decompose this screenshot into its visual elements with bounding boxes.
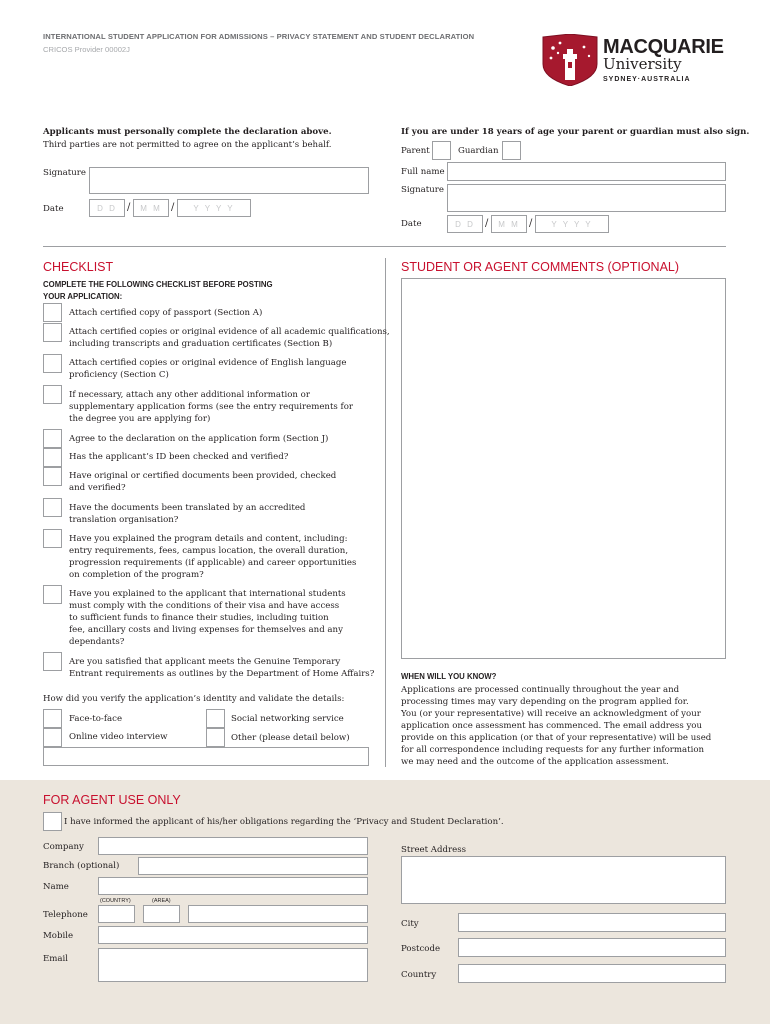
comments-title: STUDENT OR AGENT COMMENTS (OPTIONAL) <box>401 260 680 274</box>
checklist-item-text: Have you explained to the applicant that international students <box>69 589 346 599</box>
guardian-date-year-field[interactable]: Y Y Y Y <box>535 215 609 233</box>
checklist-title: CHECKLIST <box>43 260 114 274</box>
section-divider <box>43 246 726 247</box>
fullname-field[interactable] <box>447 162 726 181</box>
parent-label: Parent <box>401 146 430 156</box>
checklist-item-text: Attach certified copies or original evidence of English language <box>69 358 347 368</box>
university-shield-logo <box>540 34 600 86</box>
date-separator: / <box>485 218 489 229</box>
checklist-item-text: Have original or certified documents been provided, checked <box>69 471 337 481</box>
checklist-checkbox[interactable] <box>43 467 62 486</box>
checklist-item-text: Agree to the declaration on the application form (Section J) <box>69 434 329 444</box>
company-field[interactable] <box>98 837 368 855</box>
when-text: You (or your representative) will receive an acknowledgment of your <box>401 709 701 719</box>
checklist-item-text: translation organisation? <box>69 515 179 525</box>
form-title: INTERNATIONAL STUDENT APPLICATION FOR ADMISSIONS – PRIVACY STATEMENT AND STUDENT DECLARATION <box>43 32 475 41</box>
checklist-checkbox[interactable] <box>43 498 62 517</box>
checklist-item-text: must comply with the conditions of their visa and have access <box>69 601 340 611</box>
checklist-item-text: progression requirements (if applicable) and career opportunities <box>69 558 357 568</box>
checklist-item-text: and verified? <box>69 483 126 493</box>
when-text: processing times may vary depending on the program applied for. <box>401 697 689 707</box>
checklist-item-text: Have you explained the program details and content, including: <box>69 534 348 544</box>
date-label: Date <box>43 204 64 214</box>
checklist-checkbox[interactable] <box>43 448 62 467</box>
checklist-checkbox[interactable] <box>43 323 62 342</box>
mobile-field[interactable] <box>98 926 368 944</box>
checklist-checkbox[interactable] <box>43 529 62 548</box>
verify-option-label: Other (please detail below) <box>231 733 350 743</box>
telephone-country-field[interactable] <box>98 905 135 923</box>
when-text: provide on this application (or that of your representative) will be used <box>401 733 712 743</box>
verify-option-label: Social networking service <box>231 714 344 724</box>
branch-field[interactable] <box>138 857 368 875</box>
country-code-hint: (COUNTRY) <box>100 898 131 904</box>
declaration-heading: Applicants must personally complete the declaration above. <box>43 127 332 137</box>
country-label: Country <box>401 970 437 980</box>
checklist-checkbox[interactable] <box>43 303 62 322</box>
verify-checkbox-face-to-face[interactable] <box>43 709 62 728</box>
street-address-label: Street Address <box>401 845 467 855</box>
postcode-label: Postcode <box>401 944 441 954</box>
comments-textarea[interactable] <box>401 278 726 659</box>
date-day-field[interactable]: D D <box>89 199 125 217</box>
verify-checkbox-video[interactable] <box>43 728 62 747</box>
verify-option-label: Face-to-face <box>69 714 123 724</box>
checklist-checkbox[interactable] <box>43 652 62 671</box>
checklist-checkbox[interactable] <box>43 585 62 604</box>
checklist-item-text: entry requirements, fees, campus location, the overall duration, <box>69 546 349 556</box>
checklist-item-text: dependants? <box>69 637 125 647</box>
email-label: Email <box>43 954 69 964</box>
checklist-item-text: Attach certified copy of passport (Section A) <box>69 308 263 318</box>
guardian-date-month-field[interactable]: M M <box>491 215 527 233</box>
email-field[interactable] <box>98 948 368 982</box>
checklist-item-text: Entrant requirements as outlines by the Department of Home Affairs? <box>69 669 375 679</box>
guardian-signature-field[interactable] <box>447 184 726 212</box>
name-label: Name <box>43 882 69 892</box>
guardian-heading: If you are under 18 years of age your parent or guardian must also sign. <box>401 127 750 137</box>
signature-label: Signature <box>43 168 86 178</box>
guardian-date-day-field[interactable]: D D <box>447 215 483 233</box>
checklist-item-text: Have the documents been translated by an accredited <box>69 503 306 513</box>
logo-location: SYDNEY·AUSTRALIA <box>603 76 691 83</box>
checklist-item-text: supplementary application forms (see the entry requirements for <box>69 402 354 412</box>
date-month-field[interactable]: M M <box>133 199 169 217</box>
agent-title: FOR AGENT USE ONLY <box>43 793 181 807</box>
verify-option-label: Online video interview <box>69 732 168 742</box>
checklist-item-text: on completion of the program? <box>69 570 204 580</box>
when-text: application once assessment has commenced. The email address you <box>401 721 703 731</box>
when-text: we may need and the outcome of the application assessment. <box>401 757 669 767</box>
verify-checkbox-social[interactable] <box>206 709 225 728</box>
checklist-item-text: fee, ancillary costs and living expenses for themselves and any <box>69 625 343 635</box>
guardian-date-label: Date <box>401 219 422 229</box>
checklist-item-text: If necessary, attach any other additional information or <box>69 390 310 400</box>
verify-question: How did you verify the application’s identity and validate the details: <box>43 694 345 704</box>
city-label: City <box>401 919 419 929</box>
fullname-label: Full name <box>401 167 445 177</box>
checklist-checkbox[interactable] <box>43 354 62 373</box>
name-field[interactable] <box>98 877 368 895</box>
verify-other-detail-field[interactable] <box>43 747 369 766</box>
company-label: Company <box>43 842 84 852</box>
telephone-number-field[interactable] <box>188 905 368 923</box>
verify-checkbox-other[interactable] <box>206 728 225 747</box>
declaration-note: Third parties are not permitted to agree on the applicant’s behalf. <box>43 140 332 150</box>
date-separator: / <box>171 202 175 213</box>
checklist-item-text: to sufficient funds to finance their studies, including tuition <box>69 613 329 623</box>
when-heading: WHEN WILL YOU KNOW? <box>401 672 497 681</box>
date-separator: / <box>529 218 533 229</box>
checklist-item-text: including transcripts and graduation certificates (Section B) <box>69 339 333 349</box>
telephone-area-field[interactable] <box>143 905 180 923</box>
checklist-checkbox[interactable] <box>43 385 62 404</box>
city-field[interactable] <box>458 913 726 932</box>
date-year-field[interactable]: Y Y Y Y <box>177 199 251 217</box>
checklist-item-text: the degree you are applying for) <box>69 414 211 424</box>
mobile-label: Mobile <box>43 931 74 941</box>
agent-informed-text: I have informed the applicant of his/her obligations regarding the ‘Privacy and Student Declaration’. <box>64 817 504 827</box>
when-text: Applications are processed continually throughout the year and <box>401 685 680 695</box>
checklist-checkbox[interactable] <box>43 429 62 448</box>
checklist-item-text: proficiency (Section C) <box>69 370 169 380</box>
logo-subtitle: University <box>603 55 682 73</box>
postcode-field[interactable] <box>458 938 726 957</box>
country-field[interactable] <box>458 964 726 983</box>
guardian-signature-label: Signature <box>401 185 444 195</box>
signature-field[interactable] <box>89 167 369 194</box>
when-text: for all correspondence including requests for any further information <box>401 745 705 755</box>
date-separator: / <box>127 202 131 213</box>
checklist-instruction: COMPLETE THE FOLLOWING CHECKLIST BEFORE POSTING <box>43 280 273 289</box>
checklist-instruction: YOUR APPLICATION: <box>43 292 123 301</box>
area-code-hint: (AREA) <box>152 898 171 904</box>
guardian-checkbox[interactable] <box>502 141 521 160</box>
checklist-item-text: Are you satisfied that applicant meets the Genuine Temporary <box>69 657 341 667</box>
cricos-code: CRICOS Provider 00002J <box>43 45 130 54</box>
parent-checkbox[interactable] <box>432 141 451 160</box>
logo-wordmark: MACQUARIE <box>603 36 724 58</box>
street-address-field[interactable] <box>401 856 726 904</box>
agent-informed-checkbox[interactable] <box>43 812 62 831</box>
branch-label: Branch (optional) <box>43 861 120 871</box>
guardian-label: Guardian <box>458 146 499 156</box>
checklist-item-text: Has the applicant’s ID been checked and verified? <box>69 452 289 462</box>
checklist-item-text: Attach certified copies or original evidence of all academic qualifications, <box>69 327 390 337</box>
telephone-label: Telephone <box>43 910 88 920</box>
